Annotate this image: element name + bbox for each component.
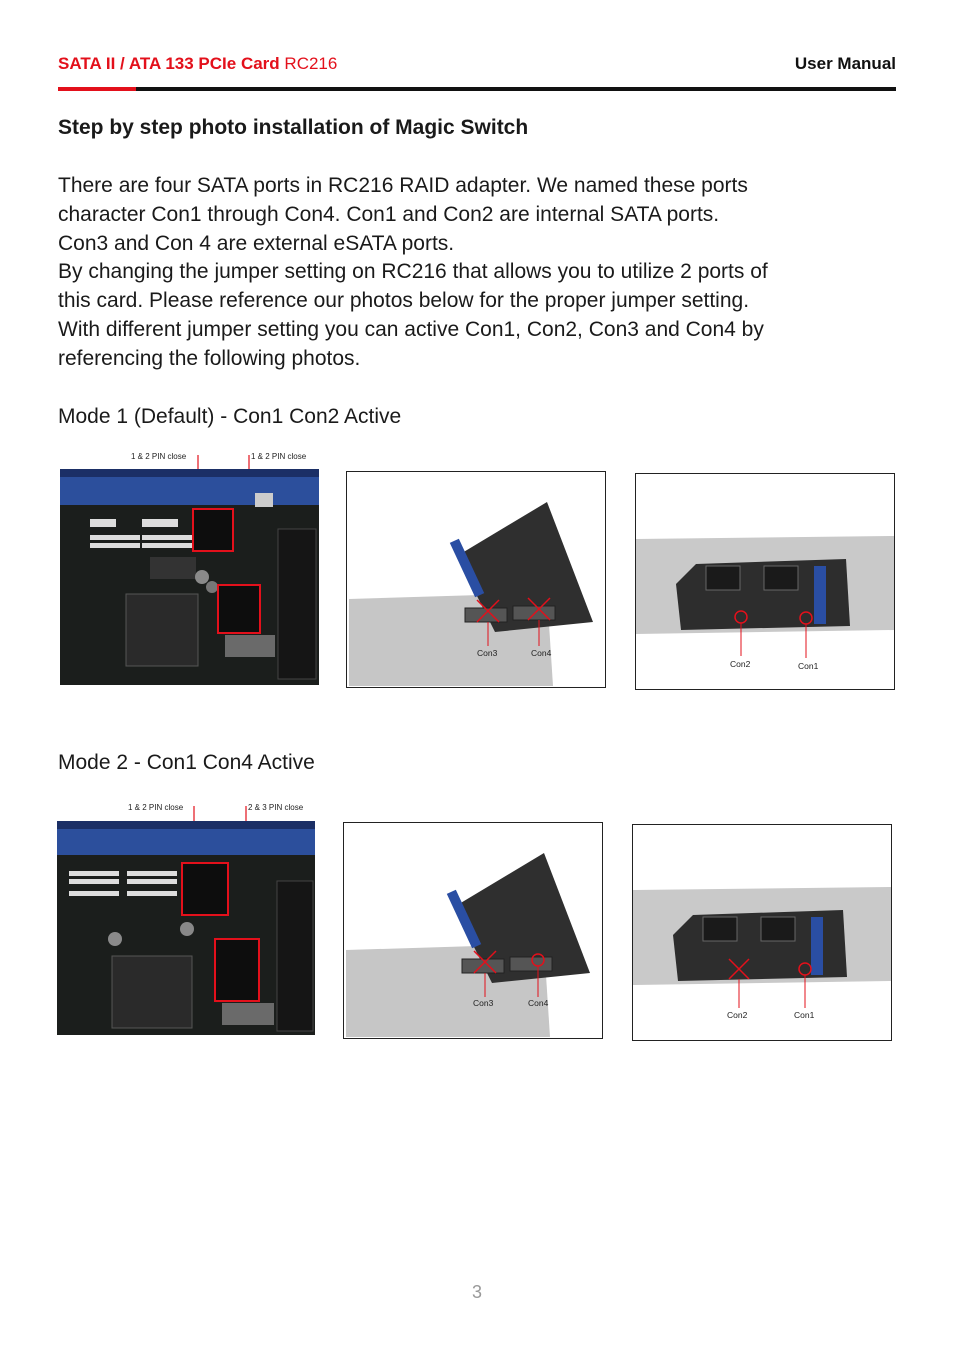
- mode1-heading: Mode 1 (Default) - Con1 Con2 Active: [58, 405, 402, 428]
- paragraph-line: Con3 and Con 4 are external eSATA ports.: [58, 231, 455, 255]
- mode1-con1-label: Con1: [798, 661, 819, 671]
- page-number: 3: [471, 1282, 482, 1302]
- mode1-con3-label: Con3: [477, 648, 498, 658]
- card-internal-illustration: [633, 825, 891, 1040]
- paragraph-line: this card. Please reference our photos below for the proper jumper setting.: [58, 289, 750, 313]
- paragraph-line: referencing the following photos.: [58, 346, 361, 370]
- mode2-con2-label: Con2: [727, 1010, 748, 1020]
- mode1-con2-label: Con2: [730, 659, 751, 669]
- mode2-con4-label: Con4: [528, 998, 549, 1008]
- paragraph-line: With different jumper setting you can active Con1, Con2, Con3 and Con4 by: [58, 317, 764, 341]
- mode2-jumper-label-1: 1 & 2 PIN close: [128, 803, 184, 812]
- header-manual-label: User Manual: [794, 54, 896, 73]
- paragraph-line: By changing the jumper setting on RC216 that allows you to utilize 2 ports of: [58, 260, 768, 284]
- mode1-jumper-label-1: 1 & 2 PIN close: [131, 452, 187, 461]
- header-product-bold: SATA II / ATA 133 PCIe Card: [58, 54, 280, 73]
- mode2-heading: Mode 2 - Con1 Con4 Active: [58, 751, 315, 774]
- paragraph-line: There are four SATA ports in RC216 RAID adapter. We named these ports: [58, 174, 748, 197]
- header-product-model: RC216: [279, 54, 338, 73]
- mode2-card-photo-internal: [632, 824, 892, 1041]
- paragraph-line: character Con1 through Con4. Con1 and Con2 are internal SATA ports.: [58, 202, 720, 226]
- page-title: Step by step photo installation of Magic Switch: [58, 116, 529, 139]
- mode2-board-photo: [57, 821, 315, 1035]
- mode2-jumper-label-2: 2 & 3 PIN close: [248, 803, 304, 812]
- mode1-con4-label: Con4: [531, 648, 552, 658]
- circuit-board-illustration: [57, 821, 315, 1035]
- mode2-con3-label: Con3: [473, 998, 494, 1008]
- mode1-jumper-label-2: 1 & 2 PIN close: [251, 452, 307, 461]
- mode2-con1-label: Con1: [794, 1010, 815, 1020]
